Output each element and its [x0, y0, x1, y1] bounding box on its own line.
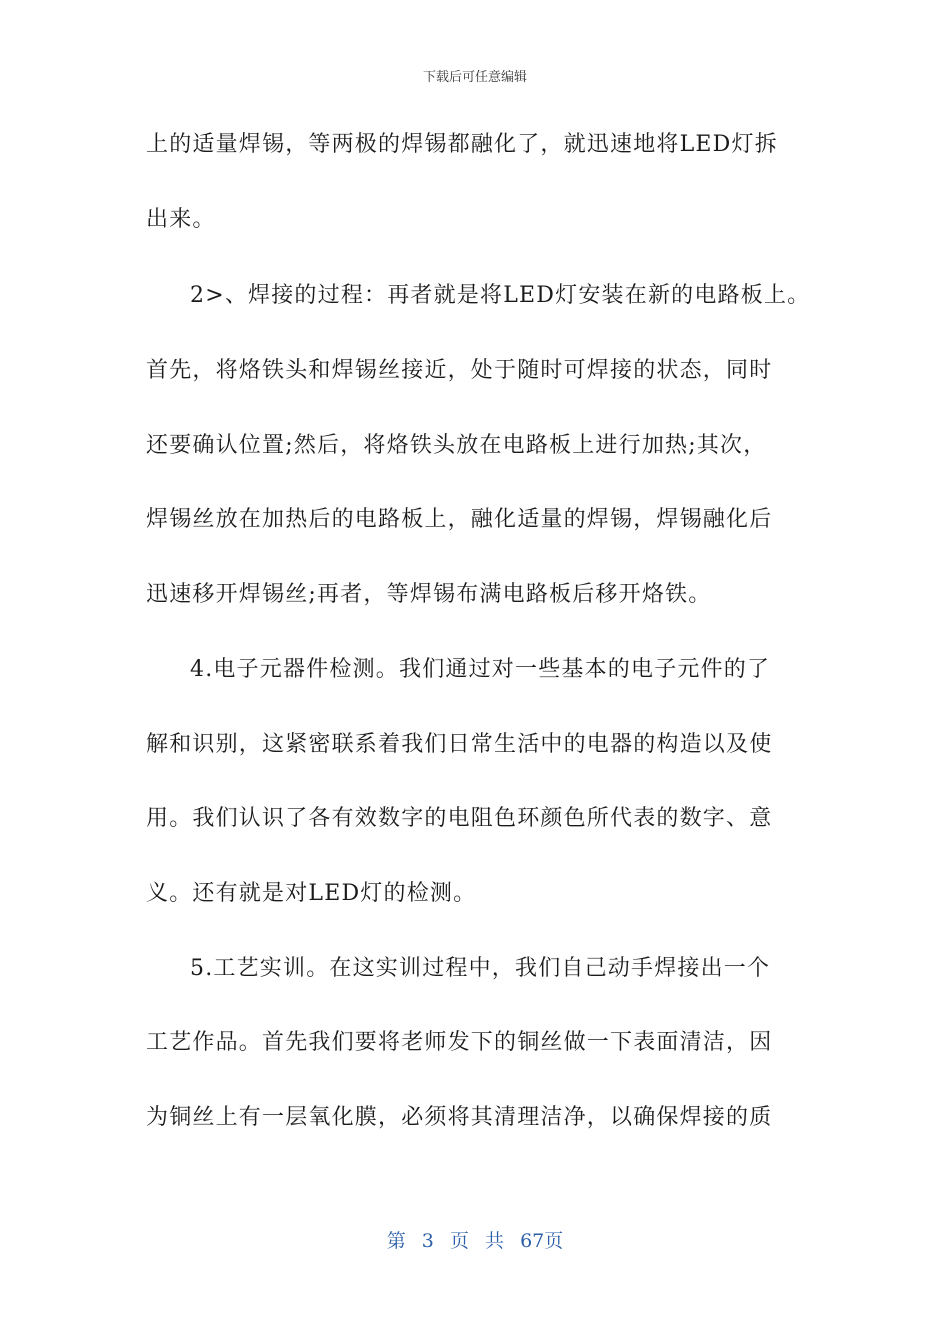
page-header: 下载后可任意编辑: [422, 70, 527, 85]
paragraph-start-line: 5.工艺实训。在这实训过程中，我们自己动手焊接出一个: [190, 956, 771, 981]
total-pages: 67页: [520, 1230, 564, 1252]
body-line: 用。我们认识了各有效数字的电阻色环颜色所代表的数字、意: [146, 806, 773, 831]
body-line: 还要确认位置;然后，将烙铁头放在电路板上进行加热;其次，: [146, 433, 767, 458]
body-line: 出来。: [146, 207, 216, 232]
body-line: 解和识别，这紧密联系着我们日常生活中的电器的构造以及使: [146, 732, 773, 757]
paragraph-start-line: 4.电子元器件检测。我们通过对一些基本的电子元件的了: [190, 657, 771, 682]
body-line: 义。还有就是对LED灯的检测。: [146, 881, 477, 906]
current-page-number: 3: [421, 1230, 434, 1252]
page-footer: [0, 1226, 950, 1253]
page-label: 第: [386, 1230, 406, 1252]
body-line: 为铜丝上有一层氧化膜，必须将其清理洁净，以确保焊接的质: [146, 1105, 773, 1130]
paragraph-start-line: 2>、焊接的过程：再者就是将LED灯安装在新的电路板上。: [190, 283, 811, 308]
body-line: 工艺作品。首先我们要将老师发下的铜丝做一下表面清洁，因: [146, 1030, 773, 1055]
body-line: 上的适量焊锡，等两极的焊锡都融化了，就迅速地将LED灯拆: [146, 132, 778, 157]
body-line: 焊锡丝放在加热后的电路板上，融化适量的焊锡，焊锡融化后: [146, 507, 773, 532]
body-line: 首先，将烙铁头和焊锡丝接近，处于随时可焊接的状态，同时: [146, 358, 773, 383]
total-label: 共: [485, 1230, 505, 1252]
body-line: 迅速移开焊锡丝;再者，等焊锡布满电路板后移开烙铁。: [146, 582, 712, 607]
page-unit-label: 页: [449, 1230, 469, 1252]
